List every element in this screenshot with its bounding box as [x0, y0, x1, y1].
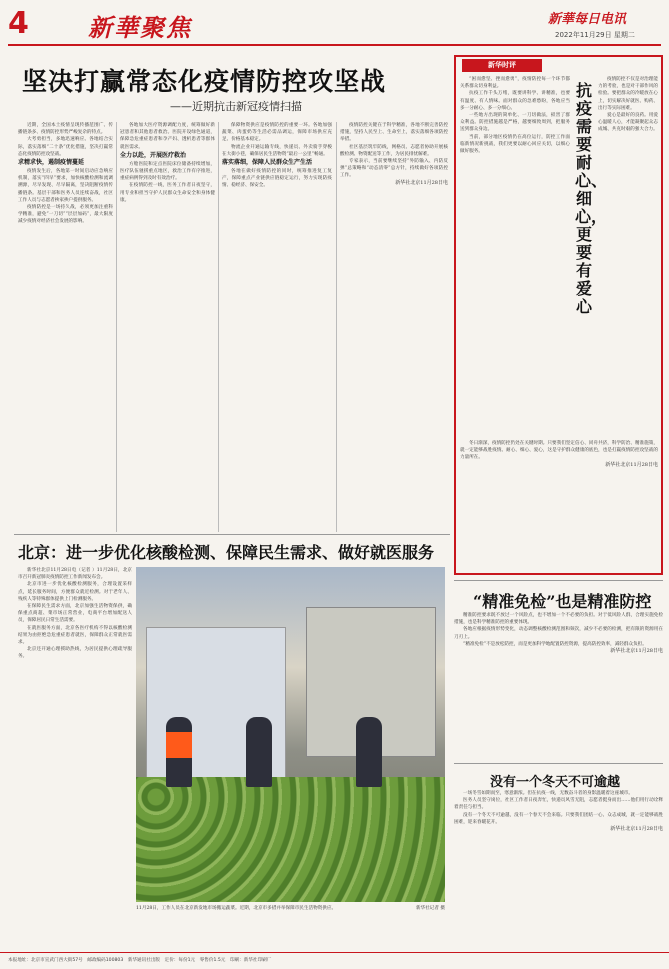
section-name: 新華聚焦 [88, 14, 192, 42]
section3-title: 没有一个冬天不可逾越 [490, 775, 621, 790]
section2-byline: 新华社北京11月28日电 [610, 648, 663, 655]
page-number: 4 [8, 6, 29, 41]
newspaper-name: 新華每日电讯 [548, 12, 627, 27]
section-divider [14, 534, 450, 535]
photo-caption [136, 905, 445, 912]
commentary-col-2: 疫情防控不仅是对治理能力的考验，也是对干部作风的检验。要把群众的冷暖放在心上，切实解决好就医、购药、出行等实际困难。 爱心是最好的良药。用爱心温暖人心，才能凝聚起众志成城、共克时艰的强大合力。 [598, 77, 658, 133]
commentary-title: 抗疫需要耐心、细心，更要有爱心 [575, 81, 608, 316]
worker-figure [246, 717, 272, 787]
commentary-col-3: 冬日渐深，疫情防控仍处在关键时期。只要我们坚定信心、同舟共济，科学防治、精准施策，就一定能够战胜疫情。耐心、细心、爱心，这是守护群众健康的底色，也是打赢疫情防控攻坚战的力量所在。 新华社北京11月28日电 [460, 441, 658, 468]
main-subhead: ——近期抗击新冠疫情扫描 [170, 100, 302, 113]
subheading-3: 落实落细，保障人民群众生产生活 [222, 159, 313, 167]
column-divider [336, 122, 337, 532]
section-divider [454, 580, 663, 581]
main-article-col-3: 保障物资供应是疫情防控的重要一环。各地加强蔬菜、肉蛋奶等生活必需品调运，保障市场供应充足、价格基本稳定。 物流企业开通运输专线，快递员、外卖骑手穿梭在大街小巷，确保居民生活物资“最后一公里”畅通。 落实落细，保障人民群众生产生活 各地在做好疫情防控的同时，统筹推进复工复产，保障重点产业链供应链稳定运行，努力实现防疫情、稳经济、保安全。 [222, 123, 332, 189]
main-article-col-4: 疫情防控关键在于科学精准，各地不断完善防控措施，坚持人民至上、生命至上，落实落细各项防控举措。 社区基层筑牢防线，网格员、志愿者协助开展核酸检测、物资配送等工作，为居民排忧解难。 专家表示，当前要继续坚持“外防输入、内防反弹”总策略和“动态清零”总方针，持续做好各项防控工作。 新华社北京11月28日电 [340, 123, 448, 186]
main-article-col-2: 各地加大医疗资源调配力度，统筹做好新冠患者和其他患者救治。医院开设绿色通道，保障急危重症患者和孕产妇、透析患者等群体就医需求。 全力以赴，开展医疗救治 方舱医院和定点医院床位储备持续增加，医疗队伍驰援重点地区，救治工作有序推进，重症病例得到及时有效治疗。 在疫情防控一线，医务工作者日夜坚守，用专业和担当守护人民群众生命安全和身体健康。 [120, 123, 215, 203]
worker-vest [166, 732, 192, 758]
column-divider [116, 122, 117, 532]
worker-figure [356, 717, 382, 787]
commentary-col-1: “困而愈坚、挫而愈勇”，疫情防控每一个环节都关系群众切身利益。 抗疫工作千头万绪，既要讲科学、讲精准，也要有温度、有人情味。面对群众的急难愁盼，各地应当多一分耐心、多一分细心。 一些地方出现的简单化、一刀切做法，损害了群众利益。防控措施越是严格，越要细致周到，把服务送到群众身边。 当前，部分地区疫情仍在高位运行，防控工作面临新情况新挑战，我们更要以耐心回应关切，以细心做好服务。 [460, 77, 570, 155]
beijing-lead: 新华社北京11月28日电（记者 ）11月28日，北京市召开新冠肺炎疫情防控工作新闻发布会。 [18, 568, 132, 581]
caption-text: 11月28日，工作人员在北京新发地市场搬运蔬菜。近期，北京市多措并举保障市民生活物资供应。 [136, 906, 337, 911]
section2-body: 精准防控要求既不放过一个风险点，也不增加一个不必要的负担。对于低风险人群，合理实施免检措施，也是科学精准防控的重要体现。 各地应根据疫情形势变化，动态调整核酸检测范围和频次，减少不必要的检测，把有限的资源用在刀刃上。 “精准免检”不是放松防控，而是更加科学地配置防控资源，提高防控效率，减轻群众负担。 新华社北京11月28日电 [454, 613, 663, 655]
beijing-body: 新华社北京11月28日电（记者 ）11月28日，北京市召开新冠肺炎疫情防控工作新闻发布会。 北京市进一步优化核酸检测服务，合理设置采样点，延长服务时间，方便群众就近检测。对于老年人、残疾人等特殊群体提供上门检测服务。 在保障民生需求方面，北京加强生活物资保供，确保重点商超、菜市场正常营业，电商平台增加配送人员，保障居民日常生活需要。 在就医服务方面，北京各医疗机构不得以核酸检测结果为由拒绝急危重症患者就医，保障群众正常就医需求。 北京还开通心理援助热线，为居民提供心理疏导服务。 [18, 568, 132, 660]
main-headline: 坚决打赢常态化疫情防控攻坚战 [22, 67, 387, 96]
vegetable-pile-image [136, 777, 445, 902]
subheading-1: 求精求快，遏制疫情蔓延 [18, 159, 85, 167]
section-divider [454, 763, 663, 764]
column-divider [218, 122, 219, 532]
main-intro: 近期，全国本土疫情呈现传播范围广、传播链条多、疫情防控形势严峻复杂的特点。 [18, 123, 113, 136]
main-byline: 新华社北京11月28日电 [395, 179, 448, 186]
photo-credit: 新华社记者 摄 [415, 906, 445, 911]
footer: 本报地址：北京市宣武门西大街57号 邮政编码100803 新华通讯社出版 定价：每份1元 零售价1.5元 印刷：新华社印刷厂 [0, 952, 669, 969]
subheading-2: 全力以赴，开展医疗救治 [120, 151, 187, 159]
section3-byline: 新华社北京11月28日电 [610, 826, 663, 833]
section3-body: 一场冬雪如期而至，寒意渐浓。但在抗疫一线，无数奋斗者的身影温暖着这座城市。 医务人员坚守岗位，社区工作者日夜奔忙，快递员风雪无阻，志愿者挺身而出……他们用行动诠释着责任与担当。 没有一个冬天不可逾越，没有一个春天不会来临。只要我们团结一心、众志成城，就一定能够战胜困难，迎来春暖花开。 新华社北京11月28日电 [454, 791, 663, 833]
commentary-lead: “困而愈坚、挫而愈勇”，疫情防控每一个环节都关系群众切身利益。 [460, 77, 570, 90]
section2-title: “精准免检”也是精准防控 [473, 592, 652, 611]
main-para: 大考勇担当，多地迅速响应。各地结合实际，落实落细“二十条”优化措施，坚决打赢常态化疫情防控攻坚战。 [18, 137, 113, 157]
commentary-tag: 新华时评 [462, 59, 542, 72]
main-article-col-1: 近期，全国本土疫情呈现传播范围广、传播链条多、疫情防控形势严峻复杂的特点。 大考勇担当，多地迅速响应。各地结合实际，落实落细“二十条”优化措施，坚决打赢常态化疫情防控攻坚战。 求精求快，遏制疫情蔓延 疫情发生后，各地第一时间启动应急响应机制，落实“四早”要求，加快核酸检测和流调溯源，尽早发现、尽早隔离，坚决阻断疫情传播链条。基层干部和医务人员连续奋战，社区工作人员与志愿者挨家挨户提供服务。 疫情防控是一场持久战，必须更加注重科学精准，避免“一刀切”“层层加码”，最大限度减少疫情对经济社会发展的影响。 [18, 123, 113, 225]
news-photo [136, 567, 445, 902]
issue-date: 2022年11月29日 星期二 [555, 31, 635, 39]
header-rule [8, 44, 661, 46]
commentary-byline: 新华社北京11月28日电 [605, 461, 658, 468]
beijing-title: 北京：进一步优化核酸检测、保障民生需求、做好就医服务 [18, 543, 435, 562]
